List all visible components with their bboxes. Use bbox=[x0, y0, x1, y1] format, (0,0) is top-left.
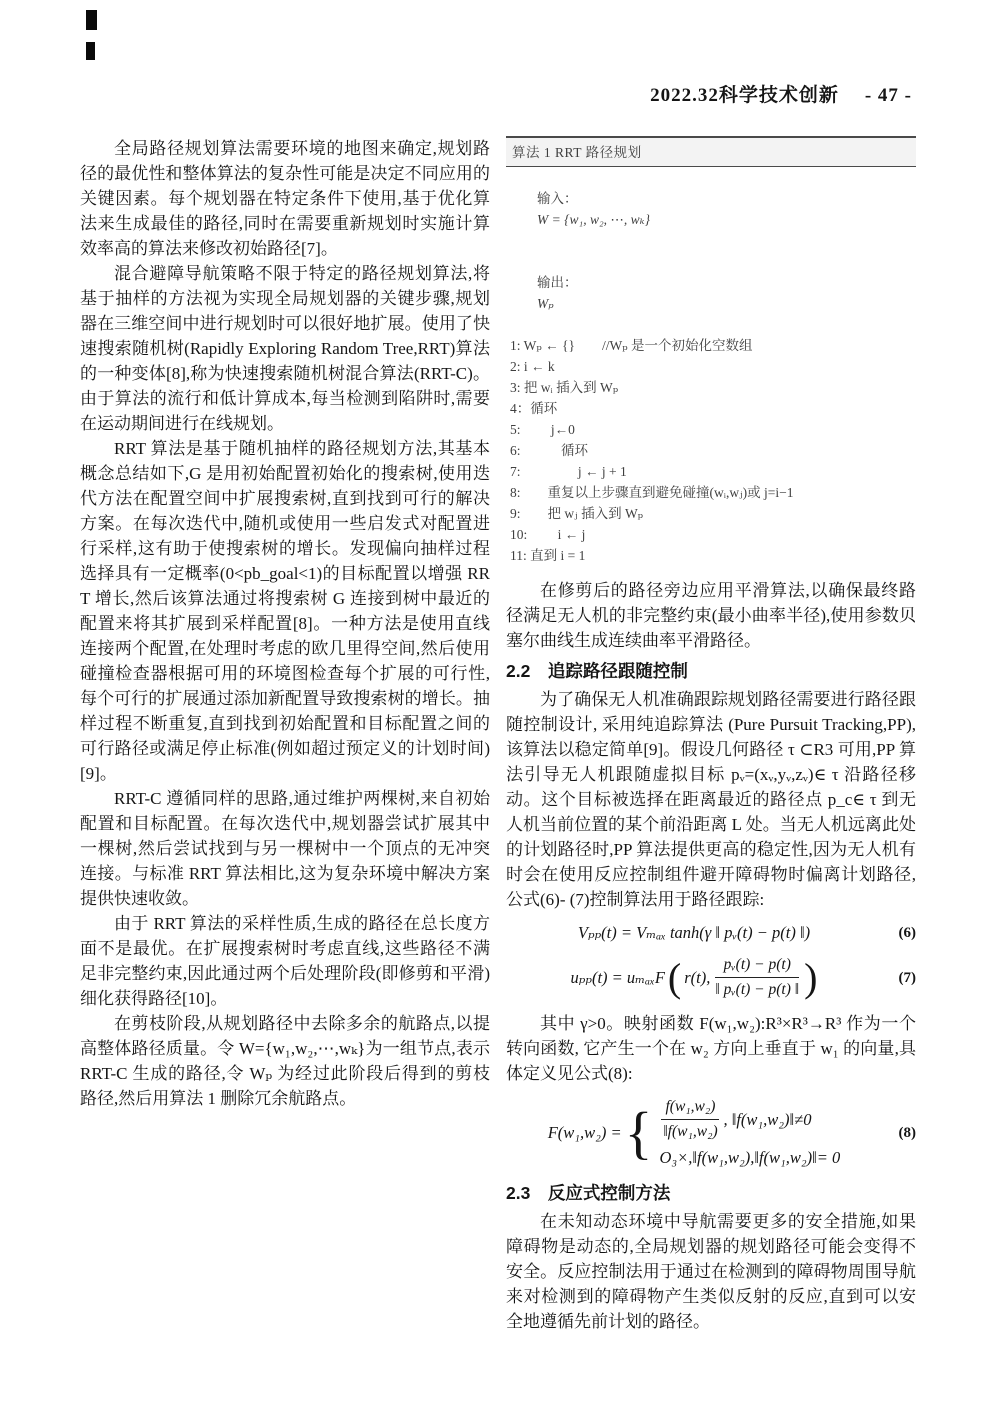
right-column bbox=[506, 136, 916, 1334]
equation-8 bbox=[506, 1096, 916, 1169]
paragraph-rrt-concept: RRT 算法是基于随机抽样的路径规划方法,其基本概念总结如下,G 是用初始配置初始化的搜索树,使用迭代方法在配置空间中扩展搜索树,直到找到可行的解决方案。在每次迭代中,随机或使用一些启发式对配置进行采样,这有助于使搜索树的增长。发现偏向抽样过程选择具有一定概率(0<pb_goal<1)的目标配置以增强 RRT 增长,然后该算法通过将搜索树 G 连接到树中最近的配置来将其扩展到采样配置[8]。一种方法是使用直线连接两个配置,在处理时考虑的欧几里得空间,然后使用碰撞检查器根据可用的环境图检查每个扩展的可行性,每个可行的扩展通过添加新配置导致搜索树的增长。抽样过程不断重复,直到找到初始配置和目标配置之间的可行路径或满足停止标准(例如超过预定义的计划时间)[9]。 bbox=[80, 439, 490, 783]
fraction-numerator: f(w₁,w₂) bbox=[661, 1096, 719, 1120]
equation-7 bbox=[506, 954, 916, 1001]
equation-8-number: (8) bbox=[898, 1124, 916, 1141]
algorithm-line-3: 3: 把 wᵢ 插入到 Wₚ bbox=[510, 380, 619, 395]
section-heading-2-2: 2.2 追踪路径跟随控制 bbox=[506, 661, 688, 681]
paragraph-post-processing: 由于 RRT 算法的采样性质,生成的路径在总长度方面不是最优。在扩展搜索树时考虑直线,这些路径不满足非完整约束,因此通过两个后处理阶段(即修剪和平滑)细化获得路径[10]。 bbox=[80, 914, 490, 1008]
algorithm-line-7: 7: j ← j + 1 bbox=[510, 464, 627, 479]
equation-8-case-2: O₃×,‖f(w₁,w₂),‖f(w₁,w₂)‖= 0 bbox=[659, 1148, 841, 1167]
equation-7-lhs: uₚₚ(t) = uₘₐₓF bbox=[570, 967, 665, 987]
equation-8-case-1 bbox=[659, 1096, 811, 1143]
equation-8-cases bbox=[659, 1096, 840, 1169]
algorithm-line-2: 2: i ← k bbox=[510, 359, 555, 374]
page-number: - 47 - bbox=[864, 85, 912, 106]
open-paren: ( bbox=[667, 954, 682, 1000]
algorithm-input-label: 输入： bbox=[537, 191, 578, 206]
paragraph-pure-pursuit: 为了确保无人机准确跟踪规划路径需要进行路径跟随控制设计, 采用纯追踪算法 (Pure Pursuit Tracking,PP), 该算法以稳定简单[9]。假设几何路径 τ ⊂R3 可用,PP 算法引导无人机跟随虚拟目标 pᵥ=(xᵥ,yᵥ,zᵥ)∈ τ 沿路径移动。这个目标被选择在距离最近的路径点 p_c∈ τ 到无人机当前位置的某个前沿距离 L 处。当无人机远离此处的计划路径时,PP 算法提供更高的稳定性,因为无人机有时会在使用反应控制组件避开障碍物时偏离计划路径,公式(6)- (7)控制算法用于路径跟踪: bbox=[506, 690, 916, 909]
close-paren: ) bbox=[804, 954, 818, 1000]
algorithm-output-value: Wₚ bbox=[537, 296, 554, 311]
equation-6 bbox=[506, 922, 916, 944]
fraction-denominator: ‖ pᵥ(t) − p(t) ‖ bbox=[715, 981, 800, 998]
paragraph-pruning: 在剪枝阶段,从规划路径中去除多余的航路点,以提高整体路径质量。令 W={w₁,w₂,⋯,wₖ}为一组节点,表示 RRT-C 生成的路径,令 Wₚ 为经过此阶段后得到的剪枝路径,然后用算法 1 删除冗余航路点。 bbox=[80, 1014, 490, 1108]
journal-title: 2022.32科学技术创新 bbox=[650, 85, 839, 106]
algorithm-input bbox=[506, 167, 916, 251]
paragraph-hybrid-navigation: 混合避障导航策略不限于特定的路径规划算法,将基于抽样的方法视为实现全局规划器的关键步骤,规划器在三维空间中进行规划时可以很好地扩展。使用了快速搜索随机树(Rapidly Exploring Random Tree,RRT)算法的一种变体[8],称为快速搜索随机树混合算法(RRT-C)。由于算法的流行和低计算成本,每当检测到陷阱时,需要在运动期间进行在线规划。 bbox=[80, 264, 490, 433]
algorithm-line-8: 8: 重复以上步骤直到避免碰撞(wᵢ,wⱼ)或 j=i−1 bbox=[510, 485, 794, 500]
algorithm-box bbox=[506, 136, 916, 566]
paragraph-rrt-c: RRT-C 遵循同样的思路,通过维护两棵树,来自初始配置和目标配置。在每次迭代中,规划器尝试扩展其中一棵树,然后尝试找到与另一棵树中一个顶点的无冲突连接。与标准 RRT 算法相比,这为复杂环境中解决方案提供快速收敛。 bbox=[80, 789, 490, 908]
algorithm-line-6: 6: 循环 bbox=[510, 443, 589, 458]
algorithm-line-4: 4：循环 bbox=[510, 401, 558, 416]
scan-artifact bbox=[86, 42, 95, 60]
algorithm-line-10: 10: i ← j bbox=[510, 527, 586, 542]
equation-8-fraction bbox=[661, 1096, 719, 1143]
cases-brace: { bbox=[624, 1099, 653, 1165]
page-header bbox=[650, 80, 912, 107]
fraction-numerator: pᵥ(t) − p(t) bbox=[715, 954, 799, 978]
equation-8-lhs: F(w₁,w₂) = bbox=[547, 1122, 622, 1142]
equation-6-body: Vₚₚ(t) = Vₘₐₓ tanh(γ ‖ pᵥ(t) − p(t) ‖) bbox=[577, 923, 811, 942]
paragraph-steering-function: 其中 γ>0。映射函数 F(w₁,w₂):R³×R³→R³ 作为一个转向函数, 它产生一个在 w₂ 方向上垂直于 w₁ 的向量,具体定义见公式(8): bbox=[506, 1014, 916, 1083]
paragraph-smoothing: 在修剪后的路径旁边应用平滑算法,以确保最终路径满足无人机的非完整约束(最小曲率半径),使用参数贝塞尔曲线生成连续曲率平滑路径。 bbox=[506, 581, 916, 650]
algorithm-line-11: 11: 直到 i = 1 bbox=[510, 548, 586, 563]
paragraph-reactive-control: 在未知动态环境中导航需要更多的安全措施,如果障碍物是动态的,全局规划器的规划路径可能会变得不安全。反应控制法用于通过在检测到的障碍物周围导航来对检测到的障碍物产生类似反射的反应,直到可以安全地遵循先前计划的路径。 bbox=[506, 1212, 916, 1331]
fraction-denominator: ‖f(w₁,w₂) bbox=[663, 1123, 718, 1140]
algorithm-input-value: W = {w₁, w₂, ⋯, wₖ} bbox=[537, 212, 650, 227]
algorithm-line-9: 9: 把 wⱼ 插入到 Wₚ bbox=[510, 506, 644, 521]
algorithm-line-5: 5: j←0 bbox=[510, 422, 575, 437]
equation-7-number: (7) bbox=[898, 969, 916, 986]
equation-6-number: (6) bbox=[898, 925, 916, 941]
paragraph-global-planning: 全局路径规划算法需要环境的地图来确定,规划路径的最优性和整体算法的复杂性可能是决定不同应用的关键因素。每个规划器在特定条件下使用,基于优化算法来生成最佳的路径,同时在需要重新规划时实施计算效率高的算法来修改初始路径[7]。 bbox=[80, 139, 490, 258]
equation-7-arg1: r(t), bbox=[684, 967, 711, 987]
algorithm-output bbox=[506, 251, 916, 335]
page-body bbox=[80, 136, 916, 1334]
section-heading-2-3: 2.3 反应式控制方法 bbox=[506, 1183, 671, 1203]
equation-8-case-1-condition: , ‖f(w₁,w₂)‖≠0 bbox=[723, 1109, 812, 1129]
left-column bbox=[80, 136, 490, 1334]
scan-artifact bbox=[86, 10, 97, 30]
algorithm-output-label: 输出： bbox=[537, 275, 578, 290]
algorithm-title: 算法 1 RRT 路径规划 bbox=[506, 136, 916, 167]
equation-7-fraction bbox=[715, 954, 799, 1001]
algorithm-line-1: 1: Wₚ ← {} //Wₚ 是一个初始化空数组 bbox=[510, 338, 753, 353]
